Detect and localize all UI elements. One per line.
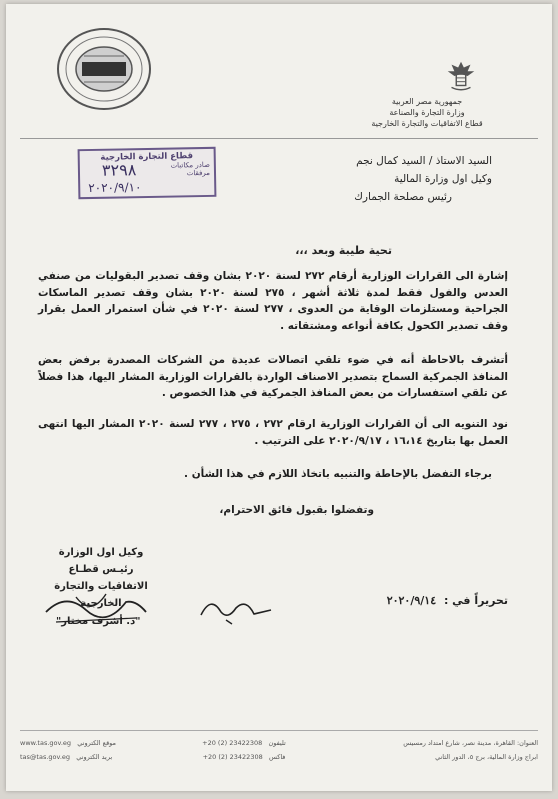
handwritten-initials <box>196 590 276 630</box>
footer-address: العنوان: القاهرة، مدينة نصر، شارع امتداد رمسيس <box>403 739 538 747</box>
dated-line <box>387 594 508 607</box>
dated-value: ٢٠٢٠/٩/١٤ <box>386 594 437 607</box>
body-paragraph: نود التنويه الى أن القرارات الوزارية ارقام ٢٧٢ ، ٢٧٥ ، ٢٧٧ لسنة ٢٠٢٠ المشار اليها انتهى العمل بها بتاريخ ١٦،١٤ ، ٢٠٢٠/٩/١٧ على الترتيب . <box>38 418 508 447</box>
footer-web-label: موقع الكتروني <box>77 739 117 747</box>
body-paragraph: إشارة الى القرارات الوزارية أرقام ٢٧٢ لسنة ٢٠٢٠ بشان وقف تصدير البقوليات من صنفي العدس والفول فقط لمدة ثلاثة أشهر ، ٢٧٥ لسنة ٢٠٢٠ بشان وقف تصدير الماسكات الجراحية ومستلزمات الوقاية من العدوى ، ٢٧٧ لسنة ٢٠٢٠ في شأن استمرار العمل بقرار وقف تصدير الكحول بكافة أنواعه ومشتقاته . <box>38 270 509 332</box>
footer-fax <box>189 753 299 761</box>
body-paragraph: برجاء التفضل بالإحاطة والتنبيه باتخاذ اللازم في هذا الشأن . <box>184 468 492 480</box>
footer-row <box>20 736 538 750</box>
registry-stamp <box>78 147 217 199</box>
footer-email-value: tas@tas.gov.eg <box>20 753 71 761</box>
addressee-name: السيد الاستاذ / السيد كمال نجم <box>356 155 492 167</box>
addressee-title: وكيل اول وزارة المالية <box>394 173 492 185</box>
ministry-line: جمهورية مصر العربية <box>391 97 463 106</box>
footer-address: ابراج وزارة المالية، برج ٥، الدور الثاني <box>435 753 538 761</box>
addressee-department: رئيس مصلحة الجمارك <box>354 191 452 203</box>
footer-phone-label: تليفون <box>268 739 286 747</box>
footer-phone-value: +20 (2) 23422308 <box>202 739 263 747</box>
footer-email-label: بريد الكتروني <box>76 753 113 761</box>
greeting: تحية طيبة وبعد ،،، <box>295 244 392 257</box>
stamp-outgoing-label: صادر مكاتبات <box>170 160 210 170</box>
footer-row <box>20 750 538 764</box>
footer <box>20 736 538 764</box>
footer-web <box>20 753 170 761</box>
ministry-header <box>342 96 512 129</box>
footer-fax-label: فاكس <box>268 753 286 761</box>
addressee-block <box>232 152 492 206</box>
ministry-line: وزارة التجارة والصناعة <box>389 108 465 117</box>
stamp-title: قطاع التجارة الخارجية <box>100 151 194 163</box>
certification-seal-icon <box>54 24 154 114</box>
dated-label: تحريراً في : <box>443 594 508 607</box>
letter-page <box>6 4 552 791</box>
ministry-line: قطاع الاتفاقيات والتجارة الخارجية <box>371 119 483 128</box>
signatory-sector: الاتفاقيات والتجارة الخارجية <box>54 581 148 609</box>
footer-phone <box>189 739 299 747</box>
stamp-attachments-label: مرفقات <box>186 168 211 178</box>
stamp-date: ٢٠٢٠/٩/١٠ <box>88 180 142 196</box>
footer-fax-value: +20 (2) 23422308 <box>202 753 263 761</box>
closing-line: وتفضلوا بقبول فائق الاحترام، <box>219 504 374 516</box>
body-paragraph: أتشرف بالاحاطة أنه في ضوء تلقي اتصالات عديدة من الشركات المصدرة برفض بعض المنافذ الجمركية السماح بتصدير الاصناف الواردة بالقرارات الوزارية المشار اليها، هذا فضلاً عن تلقي استفسارات من بعض المنافذ الجمركية في هذا الخصوص . <box>38 354 508 399</box>
footer-divider <box>20 730 538 731</box>
footer-web-value: www.tas.gov.eg <box>20 739 72 747</box>
footer-web <box>20 739 170 747</box>
stamp-number: ٣٢٩٨ <box>101 160 137 180</box>
eagle-emblem-icon <box>442 58 480 94</box>
signatory-name: "د. أشرف مختار" <box>56 616 141 627</box>
signatory-title: وكيل اول الوزارة <box>58 547 144 558</box>
signatory-position: رئيـس قطـاع <box>68 564 134 575</box>
header-divider <box>20 138 538 139</box>
handwritten-signature <box>36 582 156 637</box>
